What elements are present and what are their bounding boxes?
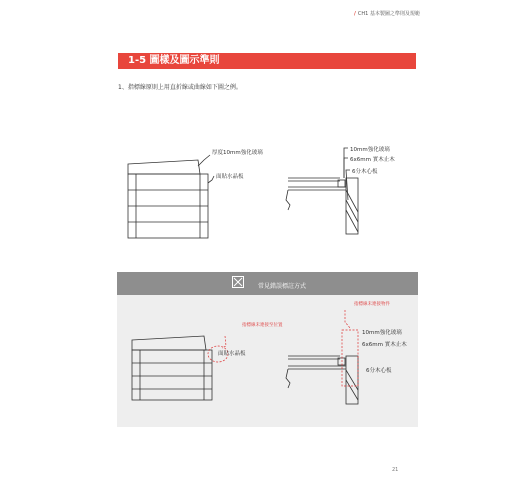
section-title: 1-5 圖樣及圖示準則	[128, 55, 220, 66]
error-panel-title: 常見錯誤標註方式	[258, 283, 307, 290]
rule-text: 1、指標線原則上用直折線或曲線如下圖之例。	[118, 84, 242, 91]
error-note-not-linked: 指標線未連接物件	[354, 302, 390, 307]
error-note-crystal-panel: 面貼水晶板	[218, 351, 246, 357]
error-section-drawing	[286, 356, 358, 404]
note-crystal-panel: 面貼水晶板	[216, 174, 244, 180]
error-red-markers	[208, 310, 358, 386]
page-number: 21	[392, 467, 399, 473]
chapter-label: CH1 基本製圖之準則及規範	[357, 11, 420, 17]
note-glass-10mm: 10mm強化玻璃	[350, 147, 390, 153]
error-note-wood-stop: 6x6mm 實木止木	[362, 342, 407, 348]
error-note-not-connected: 指標線未連接至位置	[242, 323, 283, 328]
slash-mark: /	[354, 11, 356, 17]
note-tempered-glass: 厚度10mm強化玻璃	[212, 150, 263, 156]
note-wood-stop: 6x6mm 實木止木	[350, 157, 395, 163]
error-note-glass-10mm: 10mm強化玻璃	[362, 330, 402, 336]
note-core-board: 6分木心板	[352, 169, 378, 175]
error-cabinet-drawing	[132, 336, 212, 400]
error-note-core-board: 6分木心板	[366, 368, 392, 374]
